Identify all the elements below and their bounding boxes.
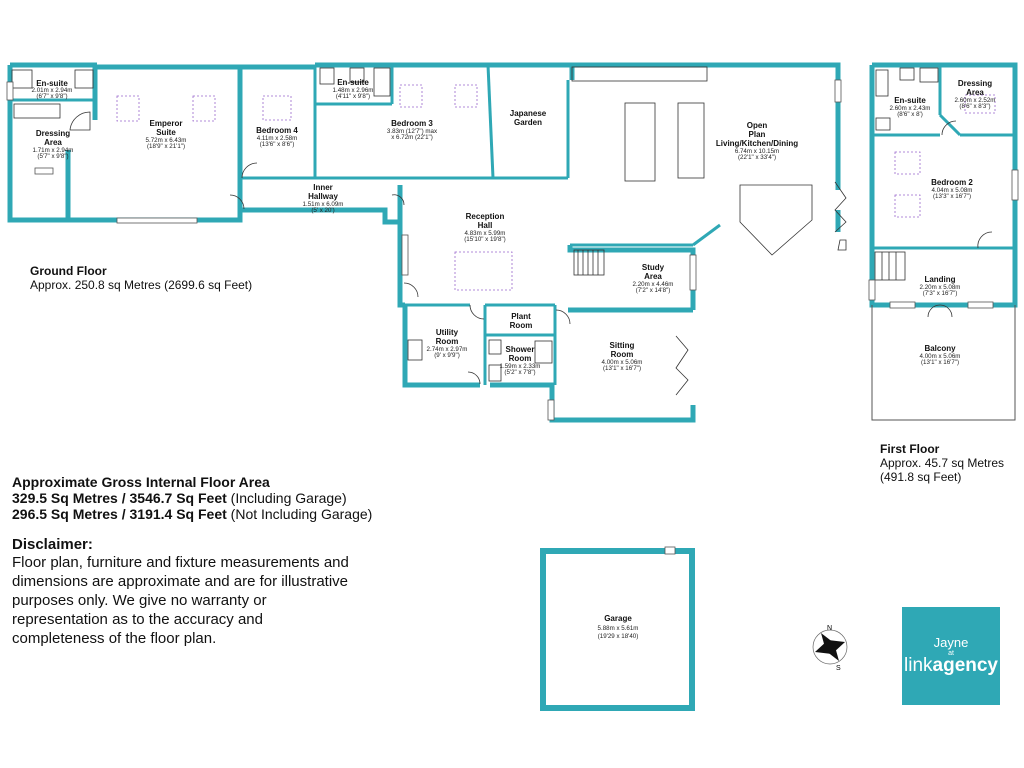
balcony-dims: 4.00m x 5.06m: [919, 353, 961, 360]
emperor-name: Emperor: [149, 119, 183, 128]
ground-floor-area: Approx. 250.8 sq Metres (2699.6 sq Feet): [30, 278, 253, 292]
dressing-ff-name: Dressing: [957, 79, 993, 88]
landing-dims: 2.20m x 5.08m: [919, 284, 961, 291]
gross-area-title: Approximate Gross Internal Floor Area: [12, 474, 270, 490]
utility-name: Utility: [435, 328, 459, 337]
garage-name: Garage: [604, 614, 632, 623]
emperor-dims: 5.72m x 6.43m: [145, 137, 187, 144]
bedroom4-dims-imperial: (13'6" x 8'6"): [259, 141, 295, 148]
bedroom4-dims: 4.11m x 2.58m: [256, 135, 298, 142]
logo-line-2: at: [948, 650, 954, 657]
inner-hallway-dims: 1.51m x 6.09m: [302, 201, 344, 208]
compass-n: N: [827, 625, 833, 632]
logo-link: link: [904, 655, 933, 676]
sitting-dims: 4.00m x 5.06m: [601, 359, 643, 366]
compass-icon: [813, 625, 847, 672]
bedroom2-dims: 4.04m x 5.08m: [931, 187, 973, 194]
dressing-ff-name2: Area: [966, 88, 984, 97]
ensuite-b3-dims-imperial: (4'11" x 9'8"): [335, 93, 371, 100]
ground-floor-fixtures: [12, 67, 846, 381]
gross-area-line-1-value: 329.5 Sq Metres / 3546.7 Sq Feet: [12, 490, 227, 506]
first-floor-title: First Floor: [880, 442, 940, 456]
garage-dims: 5.88m x 5.61m: [597, 625, 639, 632]
dressing-ff-dims-imperial: (8'6" x 8'3"): [959, 103, 991, 110]
emperor-dims-imperial: (18'9" x 21'1"): [146, 143, 186, 150]
ensuite-gf-name: En-suite: [36, 79, 68, 88]
dressing-gf-name2: Area: [44, 138, 62, 147]
gross-area-line-2-note: (Not Including Garage): [226, 506, 373, 522]
japanese-name2: Garden: [513, 118, 543, 127]
gross-area-line-1-note: (Including Garage): [226, 490, 347, 506]
dressing-gf-dims: 1.71m x 2.94m: [32, 147, 74, 154]
gross-area-line-1: [12, 490, 372, 506]
reception-dims-imperial: (15'10" x 19'8"): [464, 236, 506, 243]
inner-hallway-dims-imperial: (5' x 20'): [311, 207, 335, 214]
dressing-gf-name: Dressing: [35, 129, 71, 138]
gross-area-block: [12, 474, 372, 648]
logo-agency: agency: [932, 655, 998, 676]
openplan-name2: Plan: [748, 130, 766, 139]
dressing-ff-dims: 2.60m x 2.52m: [954, 97, 996, 104]
openplan-dims-imperial: (22'1" x 33'4"): [737, 154, 777, 161]
study-dims-imperial: (7'2" x 14'8"): [635, 287, 671, 294]
garage-dims-imperial: (19'29 x 18'40): [597, 633, 639, 640]
utility-dims-imperial: (9' x 9'9"): [434, 352, 460, 359]
ensuite-b3-dims: 1.48m x 2.96m: [332, 87, 374, 94]
logo-line-1: Jayne: [933, 635, 969, 650]
reception-name2: Hall: [477, 221, 493, 230]
balcony-dims-imperial: (13'1" x 16'7"): [920, 359, 960, 366]
gross-area-line-2-value: 296.5 Sq Metres / 3191.4 Sq Feet: [12, 506, 227, 522]
agency-logo: [902, 607, 1000, 705]
ensuite-ff-name: En-suite: [894, 96, 926, 105]
disclaimer-text: Floor plan, furniture and fixture measurements and dimensions are approximate and are for illustrative purposes only. We give no warranty or representation as to the accuracy and completeness of the floor plan.: [12, 554, 349, 647]
reception-dims: 4.83m x 5.99m: [464, 230, 506, 237]
reception-name: Reception: [465, 212, 505, 221]
bedroom2-dims-imperial: (13'3" x 16'7"): [932, 193, 972, 200]
utility-dims: 2.74m x 2.97m: [426, 346, 468, 353]
shower-name2: Room: [508, 354, 532, 363]
sitting-dims-imperial: (13'1" x 16'7"): [602, 365, 642, 372]
bedroom3-dims-imperial: x 6.72m (22'1"): [391, 134, 433, 141]
first-floor-area-feet: (491.8 sq Feet): [880, 470, 962, 484]
ensuite-ff-dims: 2.60m x 2.43m: [889, 105, 931, 112]
utility-name2: Room: [435, 337, 459, 346]
plant-name2: Room: [509, 321, 533, 330]
disclaimer-title: Disclaimer:: [12, 536, 93, 553]
compass-s: S: [836, 665, 841, 672]
study-dims: 2.20m x 4.46m: [632, 281, 674, 288]
emperor-name2: Suite: [156, 128, 176, 137]
inner-hallway-name: Inner: [313, 183, 333, 192]
ground-floor-title: Ground Floor: [30, 264, 107, 278]
ensuite-b3-name: En-suite: [337, 78, 369, 87]
landing-name: Landing: [924, 275, 956, 284]
dressing-gf-dims-imperial: (5'7" x 9'8"): [37, 153, 69, 160]
bedroom3-dims: 3.83m (12'7") max: [386, 128, 438, 135]
ensuite-gf-dims-imperial: (6'7" x 9'8"): [36, 93, 68, 100]
study-name: Study: [641, 263, 665, 272]
ground-floor-interior-walls: [10, 65, 720, 385]
study-name2: Area: [644, 272, 662, 281]
balcony-name: Balcony: [924, 344, 956, 353]
shower-name: Shower: [505, 345, 535, 354]
openplan-name: Open: [746, 121, 768, 130]
first-floor-caption: [880, 442, 1004, 484]
japanese-name: Japanese: [509, 109, 547, 118]
logo-line-3: [902, 655, 1000, 677]
inner-hallway-name2: Hallway: [308, 192, 338, 201]
ground-floor-caption: [30, 264, 252, 292]
openplan-name3: Living/Kitchen/Dining: [715, 139, 799, 148]
shower-dims: 1.59m x 2.33m: [499, 363, 541, 370]
bedroom4-name: Bedroom 4: [256, 126, 298, 135]
ensuite-ff-dims-imperial: (8'6" x 8'): [897, 111, 923, 118]
plant-name: Plant: [511, 312, 531, 321]
bedroom3-name: Bedroom 3: [391, 119, 433, 128]
openplan-dims: 6.74m x 10.15m: [734, 148, 780, 155]
landing-dims-imperial: (7'3" x 16'7"): [922, 290, 958, 297]
ensuite-gf-dims: 2.01m x 2.94m: [31, 87, 73, 94]
bedroom2-name: Bedroom 2: [931, 178, 973, 187]
sitting-name2: Room: [610, 350, 634, 359]
sitting-name: Sitting: [609, 341, 635, 350]
gross-area-line-2: [12, 506, 372, 522]
shower-dims-imperial: (5'2" x 7'8"): [504, 369, 536, 376]
first-floor-area: Approx. 45.7 sq Metres: [880, 456, 1005, 470]
